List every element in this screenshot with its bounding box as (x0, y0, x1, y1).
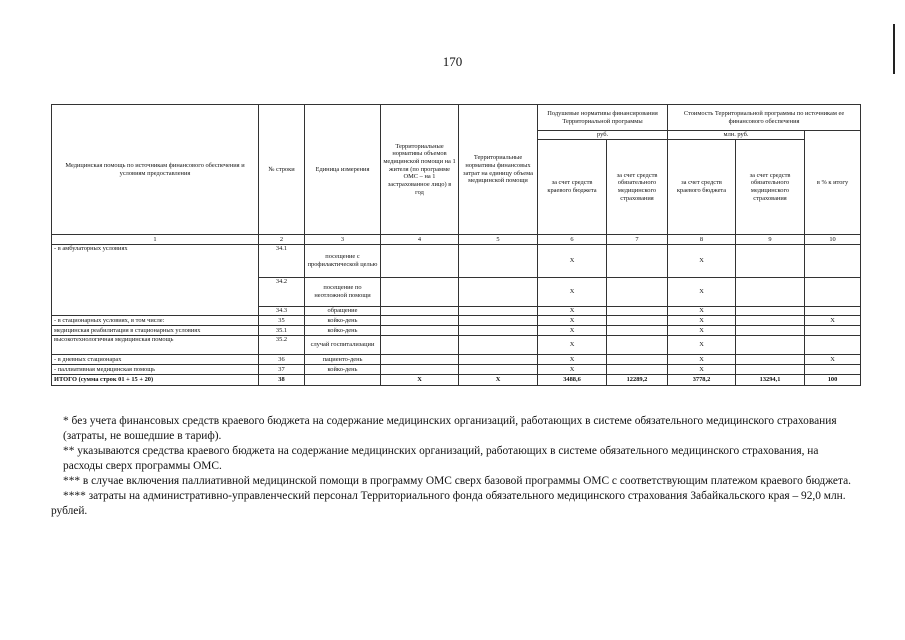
row-cell (736, 316, 805, 326)
column-number: 6 (538, 235, 607, 245)
row-cell: X (538, 316, 607, 326)
total-cell (305, 375, 381, 386)
row-cell: X (668, 316, 736, 326)
total-no: 38 (259, 375, 305, 386)
row-unit: койко-день (305, 316, 381, 326)
row-cell (736, 245, 805, 278)
footnote: *** в случае включения паллиативной медицинской помощи в программу ОМС сверх базовой программы ОМС с соответствующим платежом краевого бюджета. (63, 475, 852, 487)
header-mln-rub: млн. руб. (668, 131, 805, 140)
page-number: 170 (442, 54, 463, 69)
row-cell (607, 307, 668, 316)
row-unit: случай госпитализации (305, 336, 381, 355)
row-cell: X (538, 336, 607, 355)
header-per-capita-group: Подушевые нормативы финансирования Территориальной программы (538, 105, 668, 131)
row-cell: X (538, 245, 607, 278)
row-cell (805, 307, 861, 316)
row-cell (736, 355, 805, 365)
row-unit: посещение с профилактической целью (305, 245, 381, 278)
row-no: 36 (259, 355, 305, 365)
table-row (52, 336, 861, 355)
table-row (52, 355, 861, 365)
row-cell (805, 336, 861, 355)
row-cell (607, 278, 668, 307)
row-cell: X (668, 336, 736, 355)
row-cell (607, 336, 668, 355)
row-cell (381, 245, 459, 278)
header-volume-norms: Территориальные нормативы объемов медицинской помощи на 1 жителя (по программе ОМС – на 1 застрахованное лицо) в год (381, 105, 459, 235)
row-label: высокотехнологичная медицинская помощь (52, 336, 259, 355)
row-cell (381, 355, 459, 365)
row-cell (805, 326, 861, 336)
header-medical-care: Медицинская помощь по источникам финансового обеспечения и условиям предоставления (52, 105, 259, 235)
total-cell: 12289,2 (607, 375, 668, 386)
row-cell (736, 278, 805, 307)
header-unit: Единица измерения (305, 105, 381, 235)
total-cell: X (459, 375, 538, 386)
row-label: - в стационарных условиях, в том числе: (52, 316, 259, 326)
row-label: медицинская реабилитация в стационарных условиях (52, 326, 259, 336)
column-number: 8 (668, 235, 736, 245)
row-no: 35.2 (259, 336, 305, 355)
column-number-row (52, 235, 861, 245)
row-cell (736, 326, 805, 336)
row-cell (459, 326, 538, 336)
row-cell (381, 326, 459, 336)
header-oms-funds: за счет средств обязательного медицинского страхования (607, 140, 668, 235)
footnotes (51, 414, 851, 519)
total-cell: 13294,1 (736, 375, 805, 386)
header-cost-norms: Территориальные нормативы финансовых затрат на единицу объема медицинской помощи (459, 105, 538, 235)
row-cell (607, 355, 668, 365)
row-cell: X (668, 307, 736, 316)
row-cell (381, 365, 459, 375)
row-cell (607, 365, 668, 375)
total-cell: 3488,6 (538, 375, 607, 386)
row-cell: X (668, 326, 736, 336)
row-label: - в амбулаторных условиях (52, 245, 259, 316)
row-cell (607, 316, 668, 326)
row-cell (459, 316, 538, 326)
row-cell: X (805, 355, 861, 365)
row-cell (459, 365, 538, 375)
row-cell (459, 278, 538, 307)
row-unit: койко-день (305, 365, 381, 375)
row-cell (381, 336, 459, 355)
footnote: * без учета финансовых средств краевого бюджета на содержание медицинских организаций, работающих в системе обязательного медицинского страхования (затраты, не вошедшие в тариф). (63, 415, 837, 442)
column-number: 10 (805, 235, 861, 245)
row-cell (805, 245, 861, 278)
footnote: ** указываются средства краевого бюджета на содержание медицинских организаций, работающих в системе обязательного медицинского страхования, на расходы сверх программы ОМС. (63, 445, 819, 472)
row-no: 35 (259, 316, 305, 326)
header-row-no: № строки (259, 105, 305, 235)
row-cell (736, 336, 805, 355)
row-cell: X (668, 245, 736, 278)
row-no: 37 (259, 365, 305, 375)
column-number: 1 (52, 235, 259, 245)
column-number: 7 (607, 235, 668, 245)
row-cell (736, 365, 805, 375)
row-no: 35.1 (259, 326, 305, 336)
column-number: 2 (259, 235, 305, 245)
column-number: 5 (459, 235, 538, 245)
table-row (52, 365, 861, 375)
header-regional-budget: за счет средств краевого бюджета (538, 140, 607, 235)
row-cell (805, 365, 861, 375)
row-no: 34.1 (259, 245, 305, 278)
total-cell: 3778,2 (668, 375, 736, 386)
header-regional-budget-cost: за счет средств краевого бюджета (668, 140, 736, 235)
row-cell (381, 278, 459, 307)
row-unit: посещение по неотложной помощи (305, 278, 381, 307)
row-unit: обращение (305, 307, 381, 316)
row-cell: X (668, 355, 736, 365)
footnote: **** затраты на административно-управленческий персонал Территориального фонда обязательного медицинского страхования Забайкальского края – 92,0 млн. рублей. (51, 490, 846, 517)
table-row (52, 316, 861, 326)
total-cell: X (381, 375, 459, 386)
row-cell: X (668, 365, 736, 375)
total-label: ИТОГО (сумма строк 01 + 15 + 20) (52, 375, 259, 386)
row-cell: X (538, 365, 607, 375)
scan-edge-line (893, 24, 895, 74)
column-number: 4 (381, 235, 459, 245)
row-cell (459, 336, 538, 355)
column-number: 9 (736, 235, 805, 245)
row-label: - паллиативная медицинская помощь (52, 365, 259, 375)
row-unit: пациенто-день (305, 355, 381, 365)
row-no: 34.2 (259, 278, 305, 307)
row-cell (736, 307, 805, 316)
row-cell (459, 355, 538, 365)
header-percent-total: в % к итогу (805, 131, 861, 235)
total-row (52, 375, 861, 386)
row-cell: X (538, 326, 607, 336)
table-row (52, 245, 861, 278)
row-cell (459, 307, 538, 316)
row-no: 34.3 (259, 307, 305, 316)
financing-table (51, 104, 861, 386)
table-row (52, 326, 861, 336)
row-cell: X (538, 355, 607, 365)
row-cell (607, 245, 668, 278)
column-number: 3 (305, 235, 381, 245)
row-cell: X (538, 278, 607, 307)
row-cell: X (668, 278, 736, 307)
row-cell: X (538, 307, 607, 316)
row-cell: X (805, 316, 861, 326)
row-cell (381, 316, 459, 326)
total-cell: 100 (805, 375, 861, 386)
header-oms-funds-cost: за счет средств обязательного медицинского страхования (736, 140, 805, 235)
row-label: - в дневных стационарах (52, 355, 259, 365)
row-unit: койко-день (305, 326, 381, 336)
row-cell (459, 245, 538, 278)
row-cell (381, 307, 459, 316)
row-cell (805, 278, 861, 307)
header-cost-group: Стоимость Территориальной программы по источникам ее финансового обеспечения (668, 105, 861, 131)
row-cell (607, 326, 668, 336)
header-rub: руб. (538, 131, 668, 140)
